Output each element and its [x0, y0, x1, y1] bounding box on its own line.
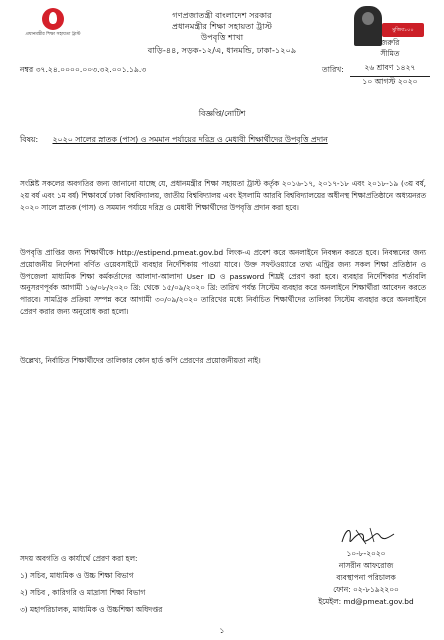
date-english: ১০ আগস্ট ২০২০ — [362, 77, 418, 86]
signatory-name: নাসরীন আফরোজ — [338, 561, 394, 570]
signature-date: ১০-৮-২০২০ — [346, 549, 386, 558]
copy-to-item: ১) সচিব, মাধ্যমিক ও উচ্চ শিক্ষা বিভাগ — [20, 571, 134, 580]
trust-name: প্রধানমন্ত্রীর শিক্ষা সহায়তা ট্রাস্ট — [171, 21, 273, 31]
date-label: তারিখ: — [322, 65, 344, 74]
section-name: উপবৃত্তি শাখা — [200, 32, 244, 42]
signature-scribble — [336, 522, 406, 550]
page-number: ১ — [219, 626, 225, 635]
subject-label: বিষয়: — [20, 135, 39, 144]
signatory-designation: ব্যবস্থাপনা পরিচালক — [336, 573, 396, 582]
date-bangla: ২৬ শ্রাবণ ১৪২৭ — [350, 62, 430, 77]
body-paragraph-2: উপবৃত্তি প্রাপ্তির জন্য শিক্ষার্থীকে http://estipend.pmeat.gov.bd লিংক-এ প্রবেশ করে অনলাইনে নিবন্ধন করতে হবে। নিবন্ধনের জন্য প্রয়োজনীয় নির্দেশনা বর্ণিত ওয়েবসাইটে ব্যবহার নির্দেশিকায় পাওয়া যাবে। উক্ত সফটওয়্যারে তথ্য এন্ট্রির জন্য সকল শিক্ষা প্রতিষ্ঠান ও উপজেলা মাধ্যমিক শিক্ষা কর্মকর্তাদের আলাদা-আলাদা User ID ও password শিঘ্রই প্রেরণ করা হবে। ব্যবহার নির্দেশিকার শর্তাবলি অনুসরণপূর্বক আগামী ১৬/০৮/২০২০ খ্রি: থেকে ১৫/০৯/২০২০ খ্রি: তারিখ পর্যন্ত সিস্টেম ব্যবহার করে অনলাইনে শিক্ষার্থীরা আবেদন করতে পারবে। সামগ্রিক প্রক্রিয়া সম্পন্ন করে আগামী ৩০/০৯/২০২০ তারিখের মধ্যে নির্বাচিত শিক্ষার্থীদের তালিকা সিস্টেম ব্যবহার করে অনলাইনে প্রেরণ করার জন্য অনুরোধ করা হলো। — [20, 248, 426, 316]
office-address: বাড়ি-৪৪, সড়ক-১২/এ, ধানমন্ডি, ঢাকা-১২০৯ — [147, 45, 297, 55]
subject-line — [20, 134, 430, 147]
trust-logo-text: প্রধানমন্ত্রীর শিক্ষা সহায়তা ট্রাস্ট — [25, 32, 81, 37]
copy-to-item: ২) সচিব , কারিগরি ও মাদ্রাসা শিক্ষা বিভাগ — [20, 588, 146, 597]
body-paragraph-3: উল্লেখ্য, নির্বাচিত শিক্ষার্থীদের তালিকার কোন হার্ড কপি প্রেরণের প্রয়োজনীয়তা নাই। — [20, 356, 261, 365]
signatory-email: ইমেইল: md@pmeat.gov.bd — [318, 597, 414, 606]
copy-to-item: ৩) মহাপরিচালক, মাধ্যমিক ও উচ্চশিক্ষা অধিদপ্তর — [20, 605, 163, 614]
mujib-100-text: মুজিব১০০ — [382, 23, 424, 37]
government-name: গণপ্রজাতন্ত্রী বাংলাদেশ সরকার — [172, 10, 272, 20]
memo-number: নম্বর ৩৭.২৪.০০০০.০০৩.৩২.০০১.১৯.৩ — [20, 65, 147, 74]
priority-urgent: জরুরি — [380, 38, 400, 47]
copy-to-heading: সদয় অবগতি ও কার্যার্থে প্রেরণ করা হল: — [20, 554, 138, 563]
subject-text: ২০২০ সালের স্নাতক (পাস) ও সমমান পর্যায়ের দরিদ্র ও মেধাবী শিক্ষার্থীদের উপবৃত্তি প্রদান — [52, 135, 328, 144]
body-paragraph-1: সংশ্লিষ্ট সকলের অবগতির জন্য জানানো যাচ্ছে যে, প্রধানমন্ত্রীর শিক্ষা সহায়তা ট্রাস্ট কর্তৃক ২০১৬-১৭, ২০১৭-১৮ এবং ২০১৮-১৯ (৩য় বর্ষ, ২য় বর্ষ এবং ১ম বর্ষ) শিক্ষাবর্ষে ঢাকা বিশ্ববিদ্যালয়, জাতীয় বিশ্ববিদ্যালয় এবং ইসলামি আরবি বিশ্ববিদ্যালয়ের অধীনস্থ শিক্ষাপ্রতিষ্ঠানে অধ্যয়নরত ২০২০ সালে স্নাতক (পাস) ও সমমান পর্যায়ে দরিদ্র ও মেধাবী শিক্ষার্থীদের উপবৃত্তি প্রদান করা হবে। — [20, 179, 426, 212]
priority-limited: সীমিত — [380, 49, 400, 58]
notice-title: বিজ্ঞপ্তি/নোটিশ — [198, 109, 246, 118]
signatory-phone: ফোন: ০২-৮১৯২২০০ — [333, 585, 399, 594]
